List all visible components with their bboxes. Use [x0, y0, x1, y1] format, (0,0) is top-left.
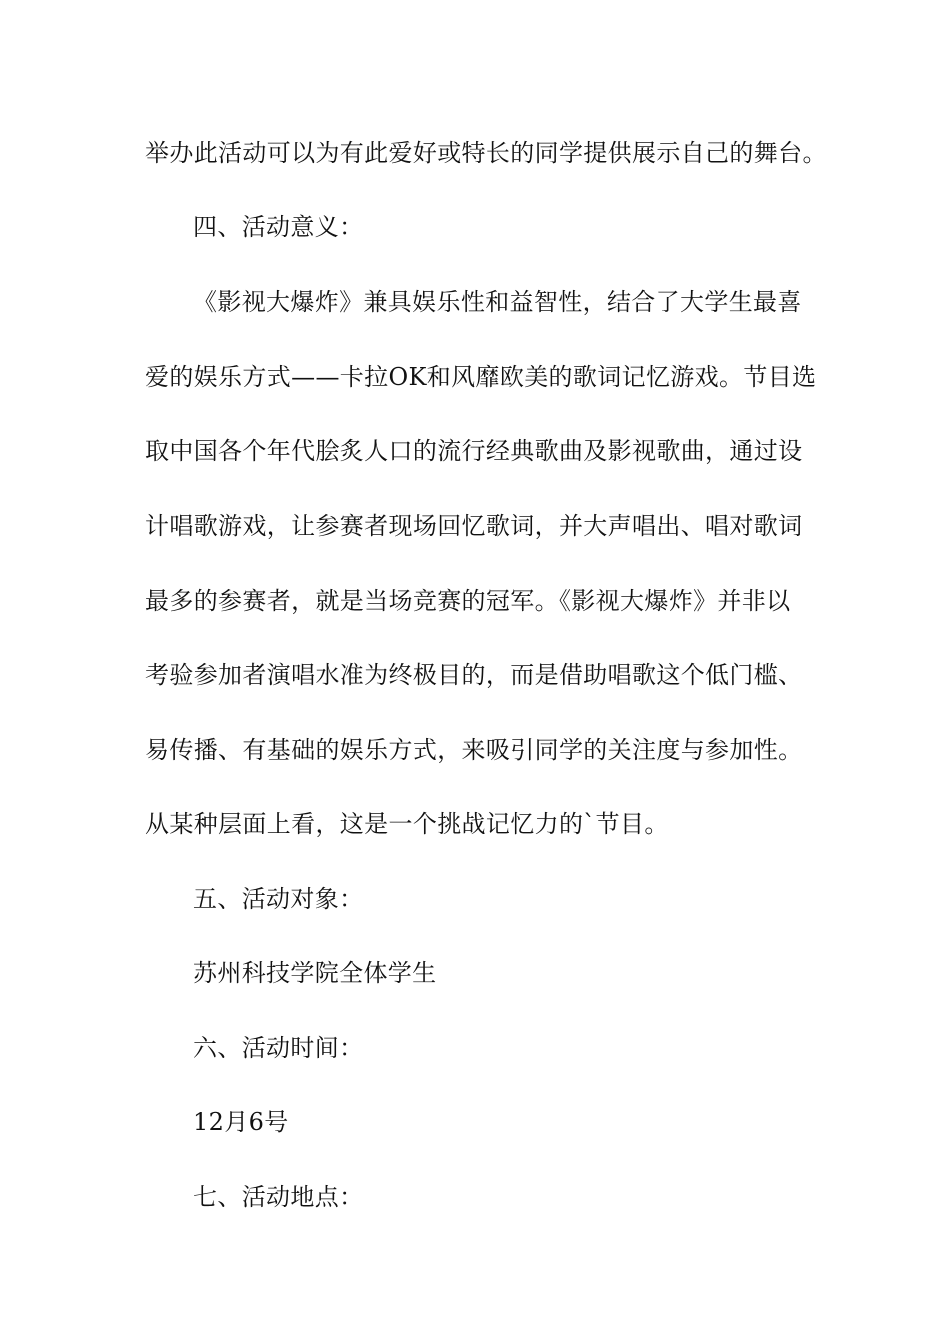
paragraph-line: 《影视大爆炸》兼具娱乐性和益智性，结合了大学生最喜 — [193, 288, 802, 316]
paragraph-line: 易传播、有基础的娱乐方式，来吸引同学的关注度与参加性。 — [145, 736, 803, 764]
paragraph-line: 计唱歌游戏，让参赛者现场回忆歌词，并大声唱出、唱对歌词 — [145, 512, 803, 540]
paragraph-line: 从某种层面上看，这是一个挑战记忆力的`节目。 — [145, 810, 669, 838]
paragraph-line: 爱的娱乐方式——卡拉OK和风靡欧美的歌词记忆游戏。节目选 — [145, 363, 817, 391]
audience-value: 苏州科技学院全体学生 — [193, 959, 437, 987]
paragraph-line: 取中国各个年代脍炙人口的流行经典歌曲及影视歌曲，通过设 — [145, 437, 803, 465]
paragraph-line: 举办此活动可以为有此爱好或特长的同学提供展示自己的舞台。 — [145, 139, 827, 167]
section-heading-time: 六、活动时间： — [193, 1034, 364, 1062]
paragraph-line: 最多的参赛者，就是当场竞赛的冠军。《影视大爆炸》并非以 — [145, 587, 791, 615]
paragraph-line: 考验参加者演唱水准为终极目的，而是借助唱歌这个低门槛、 — [145, 661, 803, 689]
section-heading-audience: 五、活动对象： — [193, 885, 364, 913]
time-value: 12月6号 — [193, 1108, 289, 1136]
section-heading-location: 七、活动地点： — [193, 1183, 364, 1211]
section-heading-significance: 四、活动意义： — [193, 213, 364, 241]
